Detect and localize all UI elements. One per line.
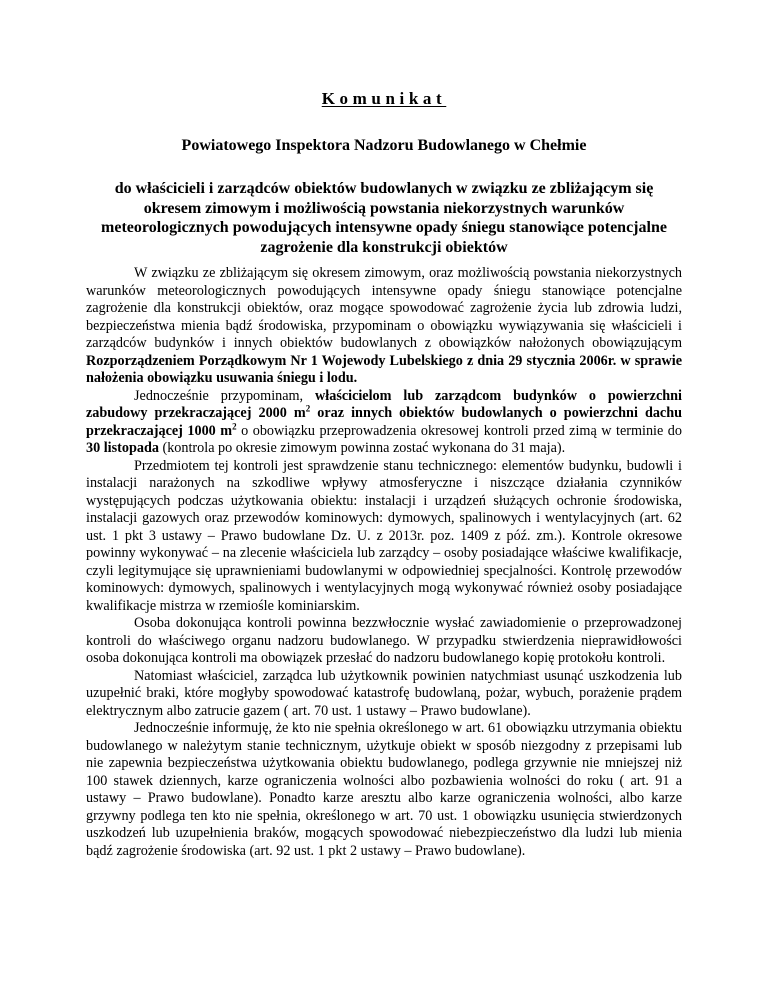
paragraph-3: Przedmiotem tej kontroli jest sprawdzenie stanu technicznego: elementów budynku, budowli i instalacji narażonych na szkodliwe wpływy atmosferyczne i niszczące działania czynników występujących podczas użytkowania obiektu: instalacji i urządzeń służących ochronie środowiska, instalacji gazowych oraz przewodów kominowych: dymowych, spalinowych i wentylacyjnych (art. 62 ust. 1 pkt 3 ustawy – Prawo budowlane Dz. U. z 2013r. poz. 1409 z póź. zm.). Kontrole okresowe powinny wykonywać – na zlecenie właściciela lub zarządcy – osoby posiadające właściwe kwalifikacje, czyli legitymujące się uprawnieniami budowlanymi w odpowiedniej specjalności. Kontrolę przewodów kominowych: dymowych, spalinowych i wentylacyjnych mogą wykonywać również osoby posiadające kwalifikacje mistrza w rzemiośle kominiarskim. <box>86 457 682 614</box>
inspection-obligation-text: o obowiązku przeprowadzenia okresowej kontroli przed zimą w terminie do <box>236 422 682 439</box>
paragraph-6: Jednocześnie informuję, że kto nie spełnia określonego w art. 61 obowiązku utrzymania obiektu budowlanego w należytym stanie technicznym, użytkuje obiekt w sposób niezgodny z przepisami lub nie zapewnia bezpieczeństwa użytkowania obiektu budowlanego, podlega grzywnie nie mniejszej niż 100 stawek dziennych, karze ograniczenia wolności albo pozbawienia wolności do roku ( art. 91 a ustawy – Prawo budowlane). Ponadto karze aresztu albo karze ograniczenia wolności, albo karze grzywny podlega ten kto nie spełnia, określonego w art. 70 ust. 1 obowiązku usunięcia stwierdzonych uszkodzeń lub uzupełnienia braków, mogących spowodować niebezpieczeństwo dla ludzi lub mienia bądź zagrożenie środowiska (art. 92 ust. 1 pkt 2 ustawy – Prawo budowlane). <box>86 720 682 859</box>
paragraph-1-text: W związku ze zbliżającym się okresem zimowym, oraz możliwością powstania niekorzystnych warunków meteorologicznych powodujących intensywne opady śniegu stanowiące potencjalne zagrożenie dla konstrukcji obiektów, oraz mogące spowodować zagrożenie życia lub zdrowia ludzi, bezpieczeństwa mienia bądź środowiska, przypominam o obowiązku wywiązywania się właścicieli i zarządców budynków i innych obiektów budowlanych z obowiązków nałożonych obowiązującym <box>86 265 682 351</box>
inspection-deadline: 30 listopada <box>86 440 159 456</box>
paragraph-2-intro: Jednocześnie przypominam, <box>134 387 316 404</box>
paragraph-4: Osoba dokonująca kontroli powinna bezzwłocznie wysłać zawiadomienie o przeprowadzonej kontroli do właściwego organu nadzoru budowlanego. W przypadku stwierdzenia nieprawidłowości osoba dokonująca kontroli ma obowiązek przesłać do nadzoru budowlanego kopię protokołu kontroli. <box>86 615 682 666</box>
roof-unit-superscript: 2 <box>232 420 237 431</box>
area-unit-superscript: 2 <box>305 403 311 414</box>
document-title: Komunikat <box>321 89 447 108</box>
document-body <box>86 265 682 860</box>
paragraph-2 <box>86 388 682 458</box>
paragraph-5: Natomiast właściciel, zarządca lub użytkownik powinien natychmiast usunąć uszkodzenia lub uzupełnić braki, które mogłyby spowodować katastrofę budowlaną, pożar, wybuch, porażenie prądem elektrycznym albo zatrucie gazem ( art. 70 ust. 1 ustawy – Prawo budowlane). <box>86 667 682 719</box>
paragraph-1 <box>86 265 682 388</box>
document-subject: do właścicieli i zarządców obiektów budowlanych w związku ze zbliżającym się okresem zimowym i możliwością powstania niekorzystnych warunków meteorologicznych powodujących intensywne opady śniegu stanowiące potencjalne zagrożenie dla konstrukcji obiektów <box>101 180 667 256</box>
regulation-reference: Rozporządzeniem Porządkowym Nr 1 Wojewody Lubelskiego z dnia 29 stycznia 2006r. w sprawie nałożenia obowiązku usuwania śniegu i lodu. <box>86 352 682 386</box>
building-area-requirement: właścicielom lub zarządcom budynków o powierzchni zabudowy przekraczającej 2000 m <box>86 387 682 421</box>
roof-area-requirement: oraz innych obiektów budowlanych o powierzchni dachu przekraczającej 1000 m <box>86 405 683 439</box>
post-winter-inspection-note: (kontrola po okresie zimowym powinna zostać wykonana do 31 maja). <box>158 440 566 456</box>
document-page <box>86 76 682 860</box>
document-issuer: Powiatowego Inspektora Nadzoru Budowlanego w Chełmie <box>181 137 587 154</box>
